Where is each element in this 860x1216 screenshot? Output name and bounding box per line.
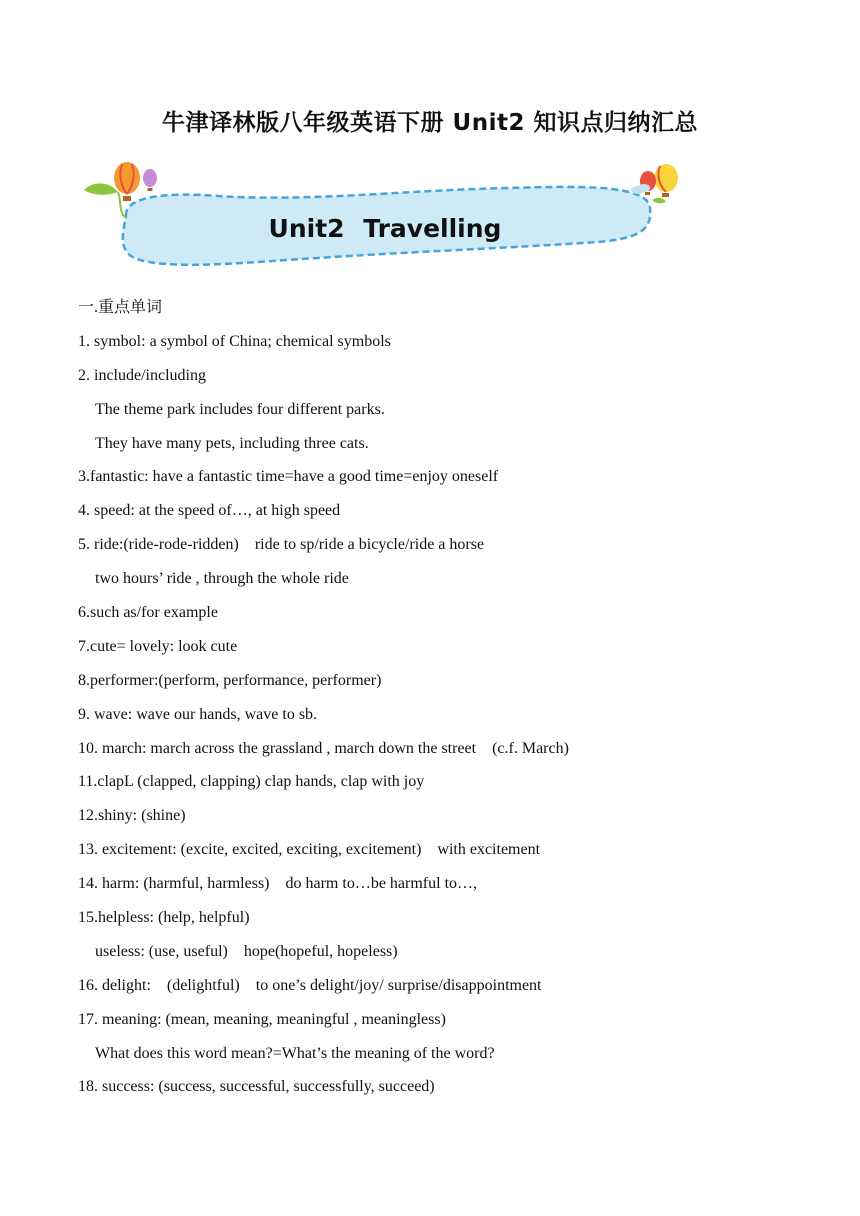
document-title: 牛津译林版八年级英语下册 Unit2 知识点归纳汇总 xyxy=(162,110,698,136)
vocabulary-line: 6.such as/for example xyxy=(78,604,218,622)
section-heading: 一.重点单词 xyxy=(78,299,163,316)
vocabulary-line: 1. symbol: a symbol of China; chemical symbols xyxy=(78,332,391,350)
balloon-icon xyxy=(654,164,678,197)
vocabulary-line: 3.fantastic: have a fantastic time=have a good time=enjoy oneself xyxy=(78,468,499,486)
vocabulary-line: two hours’ ride , through the whole ride xyxy=(95,570,349,588)
vocabulary-line: 14. harm: (harmful, harmless) do harm to…be harmful to…, xyxy=(78,875,478,893)
balloon-icon xyxy=(114,162,140,201)
vocabulary-line: 10. march: march across the grassland , march down the street (c.f. March) xyxy=(78,739,569,757)
balloon-icon xyxy=(143,169,157,191)
banner-title: Unit2 Travelling xyxy=(268,214,502,243)
vocabulary-line: The theme park includes four different parks. xyxy=(95,400,385,418)
vocabulary-line: 8.performer:(perform, performance, performer) xyxy=(78,671,382,689)
vocabulary-line: 11.clapL (clapped, clapping) clap hands, clap with joy xyxy=(78,773,425,791)
vocabulary-line: 17. meaning: (mean, meaning, meaningful , meaningless) xyxy=(78,1010,446,1028)
vocabulary-line: 9. wave: wave our hands, wave to sb. xyxy=(78,705,318,723)
document-body xyxy=(78,291,798,1104)
vocabulary-line: 12.shiny: (shine) xyxy=(78,807,186,825)
vocabulary-line: 16. delight: (delightful) to one’s delight/joy/ surprise/disappointment xyxy=(78,976,542,994)
vocabulary-line: 7.cute= lovely: look cute xyxy=(78,637,238,655)
vocabulary-line: What does this word mean?=What’s the meaning of the word? xyxy=(95,1044,495,1062)
vocabulary-line: 18. success: (success, successful, successfully, succeed) xyxy=(78,1078,435,1096)
vocabulary-line: useless: (use, useful) hope(hopeful, hopeless) xyxy=(95,942,398,960)
vocabulary-line: 5. ride:(ride-rode-ridden) ride to sp/ride a bicycle/ride a horse xyxy=(78,536,485,554)
vocabulary-line: They have many pets, including three cats. xyxy=(95,434,369,452)
vocabulary-line: 13. excitement: (excite, excited, exciting, excitement) with excitement xyxy=(78,841,541,859)
vocabulary-list xyxy=(78,325,798,1104)
vocabulary-line: 4. speed: at the speed of…, at high speed xyxy=(78,502,341,520)
vocabulary-line: 15.helpless: (help, helpful) xyxy=(78,909,250,927)
vocabulary-line: 2. include/including xyxy=(78,366,206,384)
leaf-icon xyxy=(652,198,666,203)
